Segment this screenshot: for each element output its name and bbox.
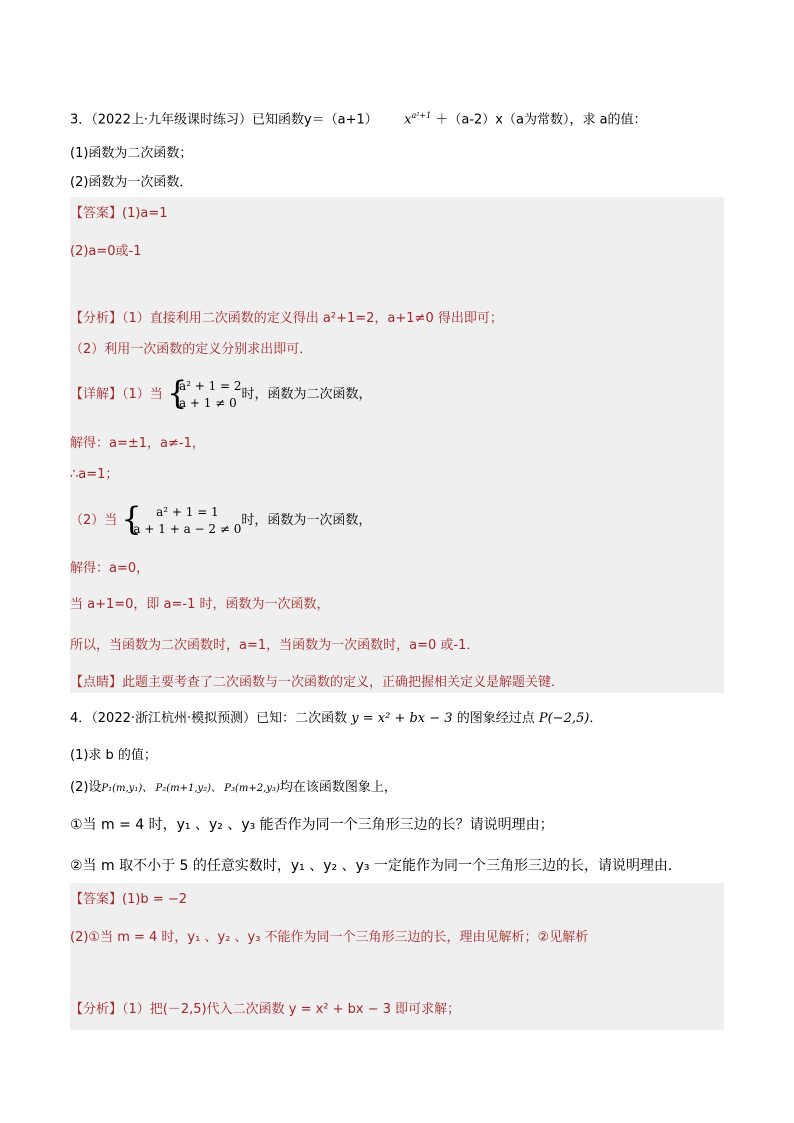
q4-analysis-1: （1）把(－2,5)代入二次函数 y = x² + bx − 3 即可求解； bbox=[122, 1002, 461, 1017]
q4-analysis bbox=[70, 1000, 460, 1020]
q4-part2-post: 均在该函数图象上， bbox=[279, 780, 397, 795]
q3-conclusion: 所以，当函数为二次函数时，a=1，当函数为一次函数时，a=0 或-1． bbox=[70, 638, 480, 653]
q4-part1: (1)求 b 的值； bbox=[70, 748, 157, 763]
q3-system-2-eq-a: a² + 1 = 1 bbox=[156, 504, 219, 519]
q3-header-text-a: 3．（2022上·九年级课时练习）已知函数y＝（a+1） bbox=[70, 112, 378, 128]
q4-answer-2: (2)①当 m = 4 时，y₁ 、y₂ 、y₃ 不能作为同一个三角形三边的长，理由见解析；②见解析 bbox=[70, 930, 589, 945]
q4-part2-points: P₁(m,y₁)、 P₂(m+1,y₂)、 P₃(m+2,y₃) bbox=[101, 783, 280, 794]
q3-system-2 bbox=[121, 499, 242, 538]
q3-system-1-eq-b: a + 1 ≠ 0 bbox=[178, 395, 237, 410]
q3-part2: (2)函数为一次函数． bbox=[70, 175, 193, 190]
q4-header-end: ． bbox=[589, 711, 603, 726]
q3-therefore-1: ∴a=1； bbox=[70, 467, 119, 482]
q3-detail-2-post: 时，函数为一次函数， bbox=[241, 513, 372, 528]
q3-analysis-label: 【分析】 bbox=[70, 311, 123, 326]
q3-solve-2: 解得：a=0， bbox=[70, 561, 150, 576]
brace-2: { bbox=[121, 499, 142, 538]
q3-when-2: 当 a+1=0，即 a=-1 时，函数为一次函数， bbox=[70, 597, 330, 612]
q4-sub1: ①当 m = 4 时，y₁ 、y₂ 、y₃ 能否作为同一个三角形三边的长？请说明理由； bbox=[70, 817, 554, 833]
q3-answer-2: (2)a=0或-1 bbox=[70, 244, 142, 259]
q4-header-text-a: 4．（2022·浙江杭州·模拟预测）已知：二次函数 bbox=[70, 711, 348, 726]
q3-answer-1: (1)a=1 bbox=[122, 206, 168, 221]
q3-header-text-b: ＋（a-2）x（a为常数），求 a的值： bbox=[435, 112, 647, 128]
q4-answer-label: 【答案】 bbox=[70, 892, 123, 907]
q3-detail-1-pre: （1）当 bbox=[122, 387, 163, 402]
q3-detail-2-pre: （2）当 bbox=[70, 513, 118, 528]
q3-detail-label: 【详解】 bbox=[70, 387, 123, 402]
q4-answer-1: (1)b = −2 bbox=[122, 892, 188, 907]
q4-analysis-label: 【分析】 bbox=[70, 1002, 123, 1017]
q3-analysis-2: （2）利用一次函数的定义分别求出即可． bbox=[70, 342, 313, 357]
q4-answer bbox=[70, 890, 187, 910]
q4-header bbox=[70, 709, 602, 729]
q3-system-1 bbox=[166, 373, 242, 412]
q4-sub2: ②当 m 取不小于 5 的任意实数时，y₁ 、y₂ 、y₃ 一定能作为同一个三角形三边的长，请说明理由． bbox=[70, 858, 682, 874]
q4-header-text-b: 的图象经过点 bbox=[456, 711, 535, 726]
q3-system-1-eq-a: a² + 1 = 2 bbox=[178, 378, 242, 393]
q3-part1: (1)函数为二次函数； bbox=[70, 146, 193, 161]
q3-answer bbox=[70, 204, 168, 224]
q3-header bbox=[70, 106, 647, 130]
q3-answer-label: 【答案】 bbox=[70, 206, 123, 221]
q3-solve-1: 解得：a=±1，a≠-1， bbox=[70, 436, 205, 451]
q3-comment-text: 此题主要考查了二次函数与一次函数的定义，正确把握相关定义是解题关键． bbox=[122, 675, 565, 690]
q3-detail-1 bbox=[70, 373, 372, 413]
q3-analysis-1: （1）直接利用二次函数的定义得出 a²+1=2，a+1≠0 得出即可； bbox=[122, 311, 503, 326]
q3-detail-1-post: 时，函数为二次函数， bbox=[241, 387, 372, 402]
q4-header-point: P(−2,5) bbox=[538, 711, 590, 726]
q3-system-2-eq-b: a + 1 + a − 2 ≠ 0 bbox=[133, 521, 242, 536]
q3-comment-label: 【点睛】 bbox=[70, 675, 123, 690]
brace-1: { bbox=[166, 373, 188, 412]
q4-header-equation: y = x² + bx − 3 bbox=[351, 711, 453, 726]
q3-analysis bbox=[70, 309, 503, 329]
q3-header-x: x bbox=[404, 112, 412, 128]
q4-part2 bbox=[70, 778, 397, 799]
q3-header-exponent: a²+1 bbox=[411, 111, 432, 120]
q3-comment bbox=[70, 673, 564, 693]
q3-detail-2 bbox=[70, 499, 372, 539]
q4-part2-pre: (2)设 bbox=[70, 780, 102, 795]
